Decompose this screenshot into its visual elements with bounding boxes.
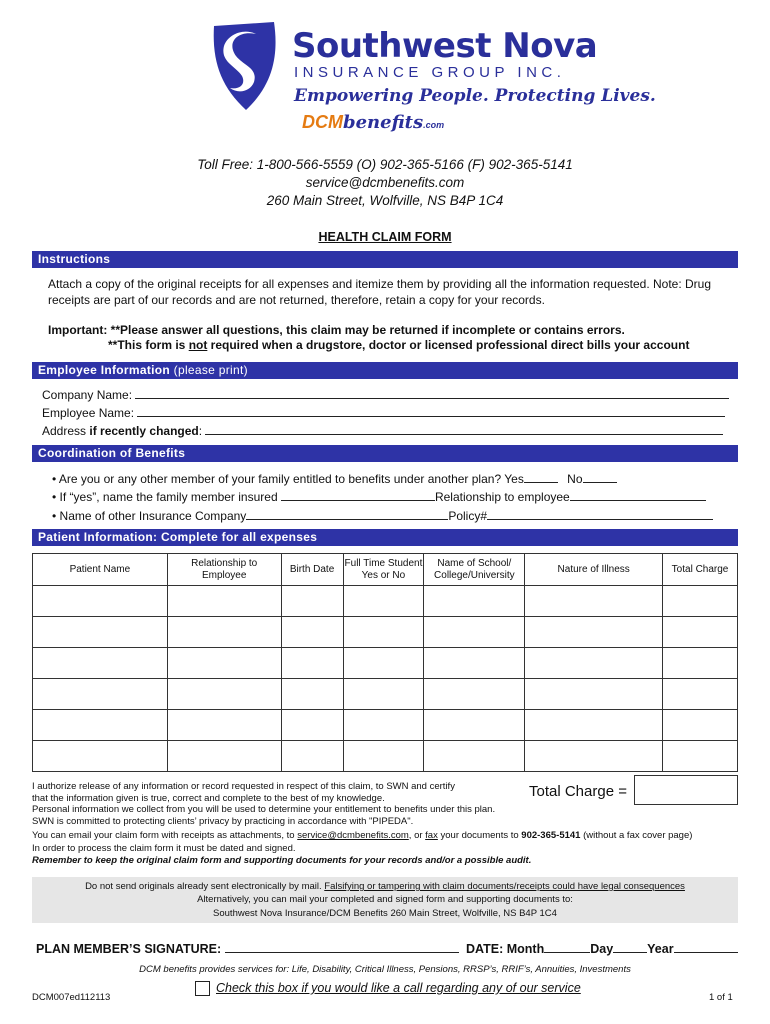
- company-name-label: Company Name:: [42, 388, 133, 402]
- address-label-colon: :: [198, 424, 203, 438]
- table-cell[interactable]: [343, 710, 424, 741]
- table-cell[interactable]: [663, 741, 738, 772]
- coordination-heading: Coordination of Benefits: [32, 445, 738, 462]
- column-full-time-student: Full Time Student Yes or No: [343, 554, 424, 586]
- table-cell[interactable]: [33, 586, 168, 617]
- notice-falsifying: Falsifying or tampering with claim documents/receipts could have legal consequences: [324, 881, 685, 892]
- table-cell[interactable]: [33, 741, 168, 772]
- important-label: Important:: [48, 323, 108, 337]
- authorization-line-4: SWN is committed to protecting clients’ privacy by practicing in accordance with "PIPEDA".: [32, 815, 414, 827]
- table-cell[interactable]: [424, 648, 525, 679]
- column-nature-of-illness: Nature of Illness: [525, 554, 663, 586]
- table-cell[interactable]: [167, 710, 281, 741]
- table-cell[interactable]: [525, 741, 663, 772]
- date-month-label: DATE: Month: [466, 942, 545, 956]
- patient-table-header: [33, 554, 738, 586]
- table-cell[interactable]: [663, 648, 738, 679]
- coordination-q3-row: • Name of other Insurance Company Policy#: [52, 507, 713, 524]
- company-name-row: [42, 386, 729, 403]
- address-row: [42, 422, 723, 439]
- table-cell[interactable]: [663, 617, 738, 648]
- notice-originals: Do not send originals already sent electronically by mail.: [85, 881, 325, 892]
- coordination-no-field[interactable]: [583, 470, 617, 483]
- table-cell[interactable]: [281, 648, 343, 679]
- column-school: Name of School/ College/University: [424, 554, 525, 586]
- table-cell[interactable]: [343, 679, 424, 710]
- dcm-benefits-logo: [302, 112, 444, 133]
- date-day-field[interactable]: [613, 941, 647, 953]
- table-cell[interactable]: [525, 586, 663, 617]
- remember-note: Remember to keep the original claim form and supporting documents for your records and/or a possible audit.: [32, 855, 532, 866]
- contact-address: 260 Main Street, Wolfville, NS B4P 1C4: [266, 193, 504, 208]
- total-charge-field[interactable]: [634, 775, 738, 805]
- address-label-bold: if recently changed: [89, 424, 199, 438]
- employee-name-label: Employee Name:: [42, 406, 135, 420]
- email-text-b: , or: [408, 830, 426, 841]
- services-note: DCM benefits provides services for: Life, Disability, Critical Illness, Pensions, RRSP’s, RRIF’s, Annuities, Investments: [139, 964, 631, 975]
- table-row: [33, 586, 738, 617]
- table-row: [33, 679, 738, 710]
- table-cell[interactable]: [525, 710, 663, 741]
- table-cell[interactable]: [424, 741, 525, 772]
- date-row: [466, 941, 738, 956]
- email-instructions: [32, 830, 738, 842]
- table-cell[interactable]: [281, 679, 343, 710]
- coordination-yes-label: Yes: [504, 472, 524, 486]
- important-line-2: [108, 337, 689, 353]
- important-text-not: not: [188, 338, 208, 352]
- fax-number: 902-365-5141: [521, 830, 581, 841]
- table-cell[interactable]: [33, 648, 168, 679]
- total-charge-label: Total Charge =: [529, 783, 627, 800]
- authorization-line-2: that the information given is true, correct and complete to the best of my knowledge.: [32, 792, 385, 804]
- table-cell[interactable]: [663, 586, 738, 617]
- table-row: [33, 710, 738, 741]
- table-cell[interactable]: [281, 741, 343, 772]
- form-title: HEALTH CLAIM FORM: [318, 230, 452, 244]
- fax-text: fax: [425, 830, 438, 841]
- relationship-label: Relationship to employee: [434, 490, 570, 504]
- brand-name: Southwest Nova: [292, 26, 598, 66]
- table-cell[interactable]: [343, 741, 424, 772]
- table-cell[interactable]: [33, 617, 168, 648]
- authorization-line-3: Personal information we collect from you will be used to determine your entitlement to benefits under this plan.: [32, 804, 496, 815]
- signature-label: PLAN MEMBER’S SIGNATURE:: [36, 942, 222, 956]
- table-row: [33, 741, 738, 772]
- address-label: Address: [42, 424, 87, 438]
- date-month-field[interactable]: [544, 941, 590, 953]
- table-cell[interactable]: [167, 586, 281, 617]
- table-cell[interactable]: [281, 710, 343, 741]
- coordination-no-label: No: [567, 472, 583, 486]
- date-year-label: Year: [647, 942, 674, 956]
- page-number: 1 of 1: [709, 992, 733, 1003]
- dcm-logo-part1: DCM: [302, 112, 343, 132]
- email-link[interactable]: service@dcmbenefits.com: [297, 830, 409, 841]
- table-cell[interactable]: [424, 679, 525, 710]
- employee-heading: [32, 362, 738, 379]
- coordination-q1: Are you or any other member of your family entitled to benefits under another plan?: [58, 472, 502, 486]
- form-code: DCM007ed112113: [32, 992, 111, 1003]
- callback-checkbox[interactable]: [195, 981, 210, 996]
- email-text-a: You can email your claim form with receipts as attachments, to: [32, 830, 298, 841]
- notice-line-1: [32, 881, 738, 893]
- shield-logo-icon: [210, 20, 282, 112]
- table-cell[interactable]: [343, 617, 424, 648]
- column-total-charge: Total Charge: [663, 554, 738, 586]
- authorization-line-1: I authorize release of any information or record requested in respect of this claim, to SWN and certify: [32, 781, 455, 792]
- employee-heading-title: Employee Information: [38, 363, 171, 377]
- coordination-q2: If “yes”, name the family member insured: [59, 490, 278, 504]
- signature-field[interactable]: [225, 941, 459, 953]
- policy-label: Policy#: [448, 509, 487, 523]
- table-cell[interactable]: [33, 679, 168, 710]
- important-line-1: [48, 322, 625, 338]
- instructions-text: Attach a copy of the original receipts for all expenses and itemize them by providing all the information requested. Note: Drug receipts are part of our records and are not returned, therefore, retain a copy for your records.: [48, 277, 712, 307]
- notice-line-2: Alternatively, you can mail your completed and signed form and supporting documents to:: [197, 894, 573, 905]
- table-cell[interactable]: [167, 617, 281, 648]
- column-patient-name: Patient Name: [33, 554, 168, 586]
- table-cell[interactable]: [525, 679, 663, 710]
- relationship-field[interactable]: [570, 488, 706, 501]
- authorization-text: [32, 781, 522, 827]
- table-cell[interactable]: [167, 679, 281, 710]
- notice-line-3: Southwest Nova Insurance/DCM Benefits 260 Main Street, Wolfville, NS B4P 1C4: [213, 908, 557, 919]
- brand-subtitle: INSURANCE GROUP INC.: [294, 64, 566, 81]
- important-text-2a: **This form is: [108, 338, 189, 352]
- table-cell[interactable]: [424, 617, 525, 648]
- coordination-q2-row: • If “yes”, name the family member insured Relationship to employee: [52, 488, 706, 505]
- contact-phones: Toll Free: 1-800-566-5559 (O) 902-365-5166 (F) 902-365-5141: [197, 157, 573, 172]
- email-text-d: (without a fax cover page): [580, 830, 693, 841]
- table-cell[interactable]: [343, 648, 424, 679]
- email-text-c: your documents to: [437, 830, 522, 841]
- table-cell[interactable]: [525, 648, 663, 679]
- table-cell[interactable]: [525, 617, 663, 648]
- family-member-field[interactable]: [281, 488, 435, 501]
- table-cell[interactable]: [663, 710, 738, 741]
- table-cell[interactable]: [281, 586, 343, 617]
- contact-email: service@dcmbenefits.com: [305, 175, 465, 190]
- coordination-q1-row: • Are you or any other member of your family entitled to benefits under another plan? Yes No: [52, 470, 617, 487]
- column-birth-date: Birth Date: [281, 554, 343, 586]
- brand-tagline: Empowering People. Protecting Lives.: [294, 86, 656, 106]
- employee-name-field[interactable]: [137, 404, 725, 417]
- table-cell[interactable]: [33, 710, 168, 741]
- company-name-field[interactable]: [135, 386, 729, 399]
- address-field[interactable]: [205, 422, 723, 435]
- patient-heading: Patient Information: Complete for all expenses: [32, 529, 738, 546]
- table-cell[interactable]: [167, 741, 281, 772]
- important-text-1: **Please answer all questions, this claim may be returned if incomplete or contains errors.: [110, 323, 625, 337]
- policy-field[interactable]: [487, 507, 713, 520]
- dcm-logo-part3: .com: [423, 120, 445, 130]
- table-row: [33, 648, 738, 679]
- signature-row: [36, 941, 459, 956]
- date-year-field[interactable]: [674, 941, 738, 953]
- table-cell[interactable]: [281, 617, 343, 648]
- important-text-2c: required when a drugstore, doctor or licensed professional direct bills your account: [207, 338, 690, 352]
- column-relationship: Relationship to Employee: [167, 554, 281, 586]
- table-cell[interactable]: [424, 586, 525, 617]
- table-cell[interactable]: [663, 679, 738, 710]
- coordination-q3: Name of other Insurance Company: [59, 509, 247, 523]
- table-cell[interactable]: [343, 586, 424, 617]
- table-cell[interactable]: [167, 648, 281, 679]
- dcm-logo-part2: benefits: [343, 112, 424, 133]
- insurance-company-field[interactable]: [246, 507, 448, 520]
- callback-label: Check this box if you would like a call regarding any of our service: [216, 981, 581, 995]
- patient-table: [32, 553, 738, 772]
- employee-heading-note: (please print): [173, 363, 248, 377]
- instructions-heading: Instructions: [32, 251, 738, 268]
- table-row: [33, 617, 738, 648]
- dated-signed-note: In order to process the claim form it must be dated and signed.: [32, 843, 296, 854]
- employee-name-row: [42, 404, 725, 421]
- table-cell[interactable]: [424, 710, 525, 741]
- coordination-yes-field[interactable]: [524, 470, 558, 483]
- date-day-label: Day: [590, 942, 614, 956]
